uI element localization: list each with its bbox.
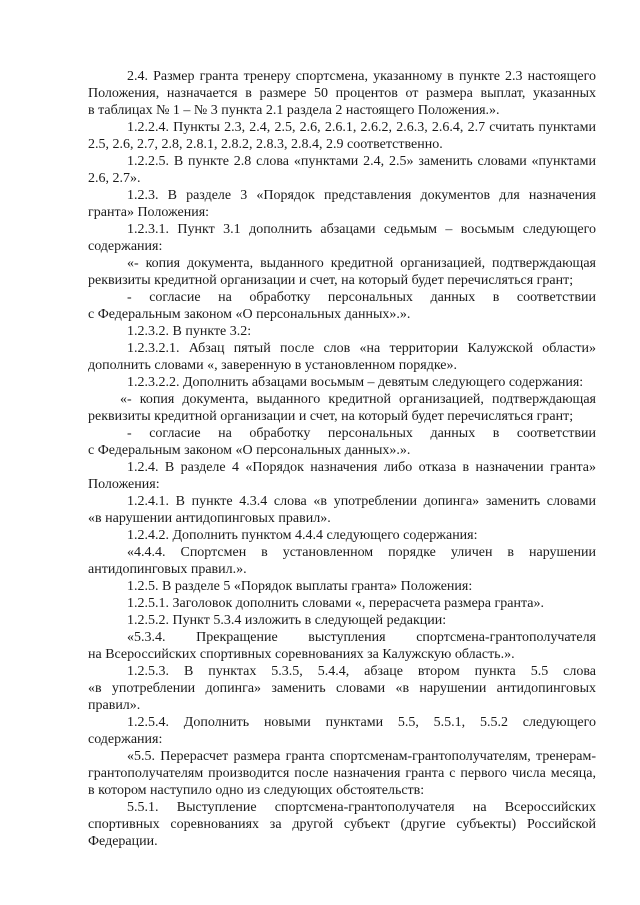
text-line: Положения, назначается в размере 50 процентов от размера выплат, указанных <box>88 86 596 101</box>
text-line: «в нарушении антидопинговых правил». <box>88 511 331 526</box>
text-line: содержания: <box>88 239 163 254</box>
text-line: с Федеральным законом «О персональных данных».». <box>88 443 411 458</box>
text-line: 1.2.2.5. В пункте 2.8 слова «пунктами 2.4, 2.5» заменить словами «пунктами <box>127 154 596 169</box>
text-line: 5.5.1. Выступление спортсмена-грантополучателя на Всероссийских <box>127 800 596 815</box>
text-line: реквизиты кредитной организации и счет, на который будет перечисляться грант; <box>88 409 574 424</box>
text-line: Федерации. <box>88 834 158 849</box>
text-line: гранта» Положения: <box>88 205 210 220</box>
text-line: 1.2.5.2. Пункт 5.3.4 изложить в следующей редакции: <box>127 613 447 628</box>
text-line: «- копия документа, выданного кредитной организацией, подтверждающая <box>120 392 596 407</box>
text-line: 1.2.4.2. Дополнить пунктом 4.4.4 следующего содержания: <box>127 528 478 543</box>
text-line: - согласие на обработку персональных данных в соответствии <box>127 290 596 305</box>
text-line: «4.4.4. Спортсмен в установленном порядке уличен в нарушении <box>127 545 596 560</box>
text-line: «- копия документа, выданного кредитной организацией, подтверждающая <box>127 256 596 271</box>
text-line: спортивных соревнованиях за другой субъект (другие субъекты) Российской <box>88 817 596 832</box>
text-line: 1.2.5.4. Дополнить новыми пунктами 5.5, 5.5.1, 5.5.2 следующего <box>127 715 596 730</box>
text-line: дополнить словами «, заверенную в установленном порядке». <box>88 358 457 373</box>
text-line: в таблицах № 1 – № 3 пункта 2.1 раздела 2 настоящего Положения.». <box>88 103 500 118</box>
text-line: правил». <box>88 698 141 713</box>
text-line: 1.2.3. В разделе 3 «Порядок представления документов для назначения <box>127 188 596 203</box>
text-line: 1.2.3.2.1. Абзац пятый после слов «на территории Калужской области» <box>127 341 596 356</box>
text-line: «5.3.4. Прекращение выступления спортсмена-грантополучателя <box>127 630 596 645</box>
text-line: 1.2.3.1. Пункт 3.1 дополнить абзацами седьмым – восьмым следующего <box>127 222 596 237</box>
text-line: грантополучателям производится после назначения гранта с первого числа месяца, <box>88 766 596 781</box>
text-line: 1.2.3.2.2. Дополнить абзацами восьмым – девятым следующего содержания: <box>127 375 584 390</box>
text-line: реквизиты кредитной организации и счет, на который будет перечисляться грант; <box>88 273 574 288</box>
text-line: 1.2.5.1. Заголовок дополнить словами «, перерасчета размера гранта». <box>127 596 544 611</box>
text-line: 1.2.3.2. В пункте 3.2: <box>127 324 252 339</box>
text-line: 2.6, 2.7». <box>88 171 141 186</box>
text-line: содержания: <box>88 732 163 747</box>
text-line: 2.4. Размер гранта тренеру спортсмена, указанному в пункте 2.3 настоящего <box>127 69 596 84</box>
text-line: с Федеральным законом «О персональных данных».». <box>88 307 411 322</box>
text-line: 1.2.2.4. Пункты 2.3, 2.4, 2.5, 2.6, 2.6.1, 2.6.2, 2.6.3, 2.6.4, 2.7 считать пунктами <box>127 120 596 135</box>
text-line: 1.2.4. В разделе 4 «Порядок назначения либо отказа в назначении гранта» <box>127 460 596 475</box>
text-line: - согласие на обработку персональных данных в соответствии <box>127 426 596 441</box>
text-line: на Всероссийских спортивных соревнованиях за Калужскую область.». <box>88 647 515 662</box>
text-line: «в употреблении допинга» заменить словами «в нарушении антидопинговых <box>88 681 596 696</box>
text-line: 1.2.4.1. В пункте 4.3.4 слова «в употреблении допинга» заменить словами <box>127 494 596 509</box>
text-line: антидопинговых правил.». <box>88 562 247 577</box>
text-line: 1.2.5. В разделе 5 «Порядок выплаты гранта» Положения: <box>127 579 473 594</box>
text-line: 1.2.5.3. В пунктах 5.3.5, 5.4.4, абзаце втором пункта 5.5 слова <box>127 664 596 679</box>
text-line: «5.5. Перерасчет размера гранта спортсменам-грантополучателям, тренерам- <box>127 749 596 764</box>
text-line: Положения: <box>88 477 160 492</box>
text-line: в котором наступило одно из следующих обстоятельств: <box>88 783 425 798</box>
text-line: 2.5, 2.6, 2.7, 2.8, 2.8.1, 2.8.2, 2.8.3, 2.8.4, 2.9 соответственно. <box>88 137 443 152</box>
